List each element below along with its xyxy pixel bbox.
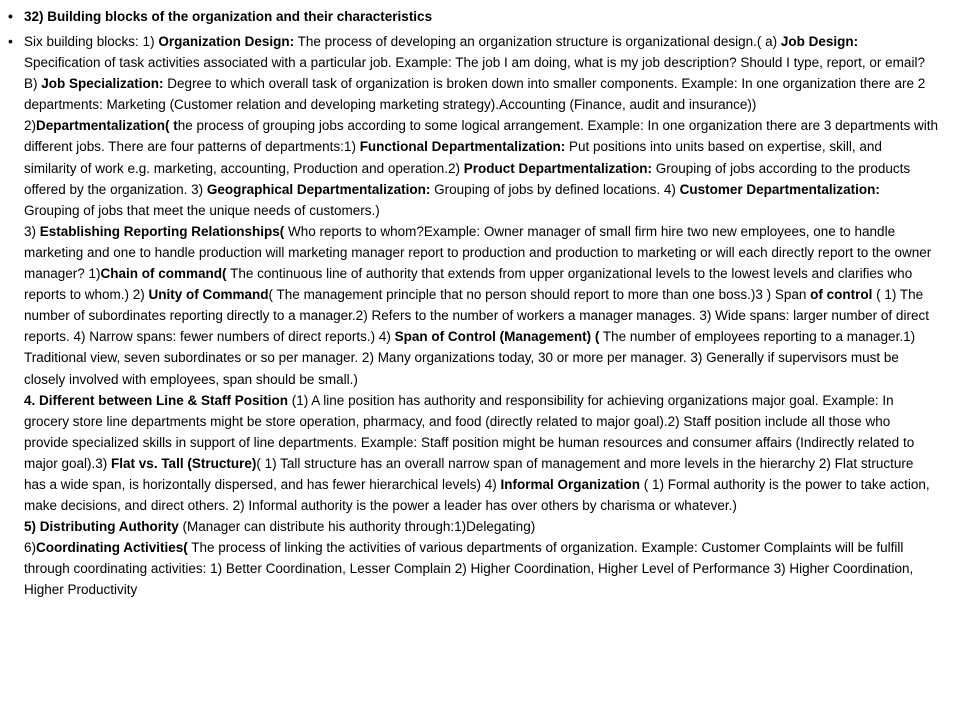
bold-term: Customer Departmentalization:: [679, 181, 880, 197]
text-run: (1) A line position has authority and responsibility for achieving organizations major goal. Example: In grocery store line departments might be store operation, pharmacy, and food (directly related to major goal).2) Staff position include all those who provide specialized skills in support of line departments. Example: Staff position might be human resources and consumer affairs (Indirectly related to major goal).3): [24, 392, 915, 471]
bold-term: Coordinating Activities(: [36, 540, 188, 556]
bold-term: Product Departmentalization:: [463, 160, 653, 176]
text-run: (Manager can distribute his authority through:1)Delegating): [178, 519, 536, 535]
bold-term: Unity of Command: [148, 287, 269, 303]
bold-term: Functional Departmentalization:: [359, 139, 566, 155]
text-run: 6): [24, 540, 37, 556]
heading-bullet: [8, 6, 938, 27]
text-run: Grouping of jobs that meet the unique needs of customers.): [24, 202, 380, 218]
bold-term: Informal Organization: [500, 476, 641, 492]
bullet-dot-icon: •: [8, 8, 13, 24]
bold-term: Flat vs. Tall (Structure): [111, 455, 257, 471]
paragraph: [24, 31, 938, 115]
text-run: The process of developing an organization structure is organizational design.( a): [294, 34, 781, 49]
bold-term: Organization Design:: [158, 34, 295, 49]
bullet-list: [8, 6, 938, 601]
bold-term: 4. Different between Line & Staff Position: [24, 392, 289, 408]
text-run: Grouping of jobs by defined locations. 4): [430, 181, 680, 197]
slide-heading: 32) Building blocks of the organization and their characteristics: [24, 9, 433, 24]
text-run: Specification of task activities associated with a particular job. Example: The job I am doing, what is my job description? Should I type, report, or email? B): [24, 55, 925, 92]
text-run: 2): [24, 118, 37, 134]
bold-term: Establishing Reporting Relationships(: [39, 223, 285, 239]
text-run: Six building blocks: 1): [24, 34, 159, 49]
bold-term: Geographical Departmentalization:: [206, 181, 431, 197]
text-run: Put positions into units based on expertise, skill, and similarity of work e.g. marketing, accounting, Production and operation.2): [24, 139, 882, 176]
text-run: he process of grouping jobs according to some logical arrangement. Example: In one organization there are 3 departments with different jobs. There are four patterns of departments:1): [24, 118, 938, 155]
text-run: ( 1) Formal authority is the power to take action, make decisions, and direct others. 2) Informal authority is the power a leader has over others by charisma or whatever.): [24, 476, 930, 514]
text-run: Who reports to whom?Example: Owner manager of small firm hire two new employees, one to handle marketing and one to handle production will marketing manager report to production and production to marketing or will each directly report to the owner manager? 1): [24, 223, 932, 282]
paragraph: [24, 390, 938, 517]
bold-term: Job Specialization:: [41, 76, 164, 92]
text-run: ( 1) Tall structure has an overall narrow span of management and more levels in the hierarchy 2) Flat structure has a wide span, is horizontally dispersed, and has fewer hierarchical levels) 4): [24, 455, 914, 492]
bold-term: 5) Distributing Authority: [24, 519, 179, 535]
text-run: The continuous line of authority that extends from upper organizational levels to the lowest levels and clarifies who reports to whom.) 2): [24, 266, 913, 303]
text-run: 3): [24, 223, 40, 239]
bold-term: Job Design:: [780, 34, 859, 49]
text-run: Degree to which overall task of organization is broken down into smaller components. Example: In one organization there are 2 departments: Marketing (Customer relation and developing marketing strategy).Accounting (Finance, audit and insurance)): [24, 76, 926, 113]
paragraph: [24, 115, 938, 220]
body-text: [24, 31, 938, 601]
text-run: ( 1) The number of subordinates reporting directly to a manager.2) Refers to the number of workers a manager manages. 3) Wide spans: larger number of direct reports. 4) Narrow spans: fewer numbers of direct reports.) 4): [24, 287, 929, 345]
paragraph: [24, 537, 938, 600]
paragraph: [24, 221, 938, 390]
bold-term: Departmentalization( t: [36, 118, 178, 134]
text-run: The process of linking the activities of various departments of organization. Example: Customer Complaints will be fulfill through coordinating activities: 1) Better Coordination, Lesser Complain 2) Higher Coordination, Higher Level of Performance 3) Higher Coordination, Higher Productivity: [24, 540, 914, 598]
paragraph: [24, 516, 938, 537]
body-bullet: [8, 31, 938, 601]
text-run: The number of employees reporting to a manager.1) Traditional view, seven subordinates or so per manager. 2) Many organizations today, 30 or more per manager. 3) Generally if supervisors must be closely involved with employees, span should be small.): [24, 329, 916, 387]
bold-term: Span of Control (Management) (: [394, 329, 600, 345]
bold-term: Chain of command(: [100, 266, 227, 282]
text-run: ( The management principle that no person should report to more than one boss.)3 ) Span: [268, 287, 811, 303]
text-run: Grouping of jobs according to the products offered by the organization. 3): [24, 160, 911, 197]
bold-term: of control: [810, 287, 873, 303]
bullet-dot-icon: •: [8, 33, 13, 49]
